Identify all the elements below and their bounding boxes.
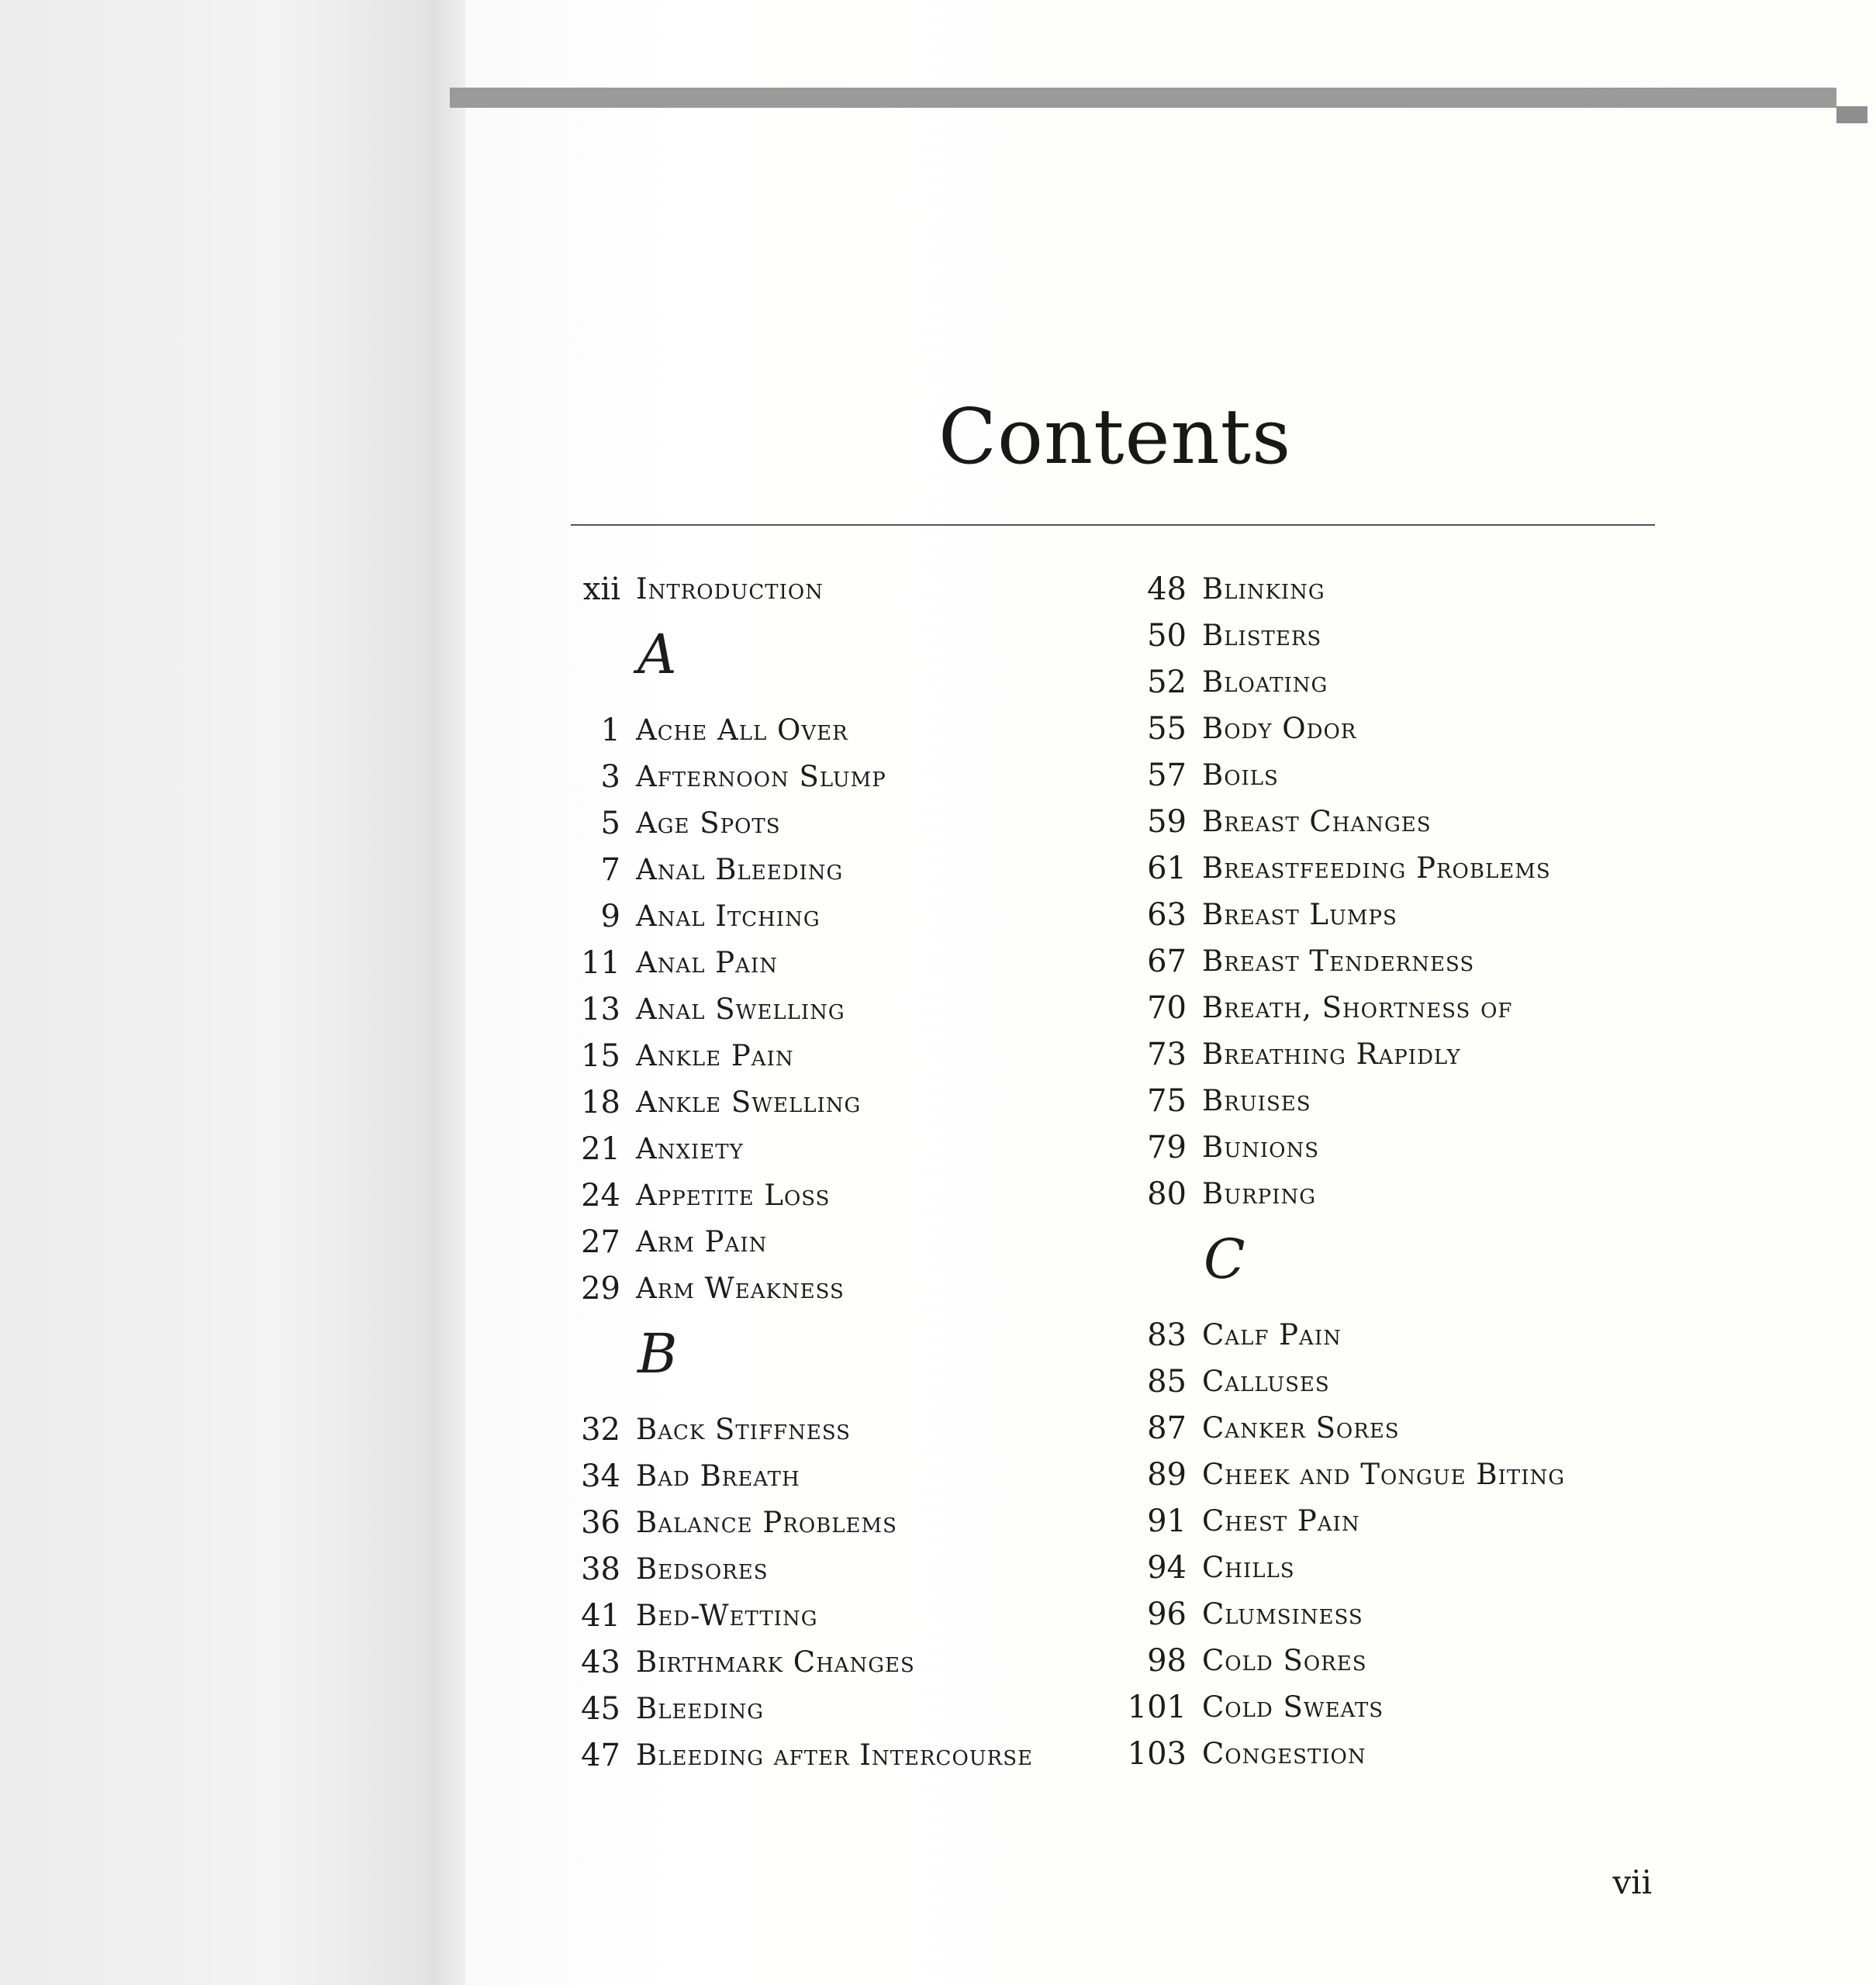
left-page-blank (0, 0, 458, 1985)
toc-entry-label: Chills (1202, 1551, 1295, 1584)
toc-entry-label: Anxiety (636, 1132, 744, 1165)
toc-entry-label: Body Odor (1202, 712, 1357, 745)
toc-entry-label: Boils (1202, 758, 1279, 792)
toc-page-number: 70 (1147, 990, 1187, 1026)
toc-entry-label: Canker Sores (1202, 1411, 1400, 1445)
toc-page-number: 36 (581, 1505, 620, 1541)
toc-page-number: 83 (1147, 1317, 1187, 1353)
section-letter: A (637, 623, 677, 686)
toc-page-number: 94 (1147, 1550, 1187, 1586)
toc-page-number: 79 (1147, 1130, 1187, 1165)
toc-entry-label: Congestion (1202, 1737, 1366, 1770)
toc-entry-label: Breathing Rapidly (1202, 1037, 1461, 1071)
toc-entry-label: Back Stiffness (636, 1413, 851, 1446)
toc-page-number: 67 (1147, 944, 1187, 979)
toc-entry-label: Age Spots (636, 806, 781, 840)
toc-page-number: 15 (581, 1038, 620, 1074)
toc-page-number: 21 (581, 1131, 620, 1167)
toc-page-number: 24 (581, 1178, 620, 1213)
toc-page-number: 98 (1147, 1643, 1187, 1679)
toc-page-number: 50 (1147, 618, 1187, 654)
toc-page-number: 80 (1147, 1176, 1187, 1212)
header-gray-band (450, 88, 1836, 108)
toc-entry-label: Breastfeeding Problems (1202, 851, 1551, 885)
toc-entry-label: Calf Pain (1202, 1318, 1342, 1352)
toc-page-number: 27 (581, 1224, 620, 1260)
toc-page-number: 1 (600, 713, 620, 748)
toc-page-number: 13 (581, 992, 620, 1027)
toc-entry-label: Breast Tenderness (1202, 944, 1475, 978)
toc-entry-label: Birthmark Changes (636, 1645, 915, 1679)
toc-page-number: 55 (1147, 711, 1187, 747)
toc-entry-label: Bedsores (636, 1552, 769, 1586)
toc-entry-label: Ache All Over (636, 713, 848, 747)
toc-page-number: 43 (581, 1645, 620, 1680)
section-letter: B (637, 1322, 678, 1386)
toc-entry-label: Breath, Shortness of (1202, 991, 1513, 1024)
toc-entry-label: Bed-Wetting (636, 1599, 818, 1632)
toc-entry-label: Calluses (1202, 1365, 1330, 1398)
toc-entry-label: Arm Weakness (636, 1272, 845, 1305)
toc-entry-label: Bleeding (636, 1692, 765, 1725)
toc-entry-label: Anal Itching (636, 899, 821, 933)
toc-page-number: 48 (1147, 571, 1187, 607)
toc-page-number: 32 (581, 1412, 620, 1448)
toc-entry-label: Balance Problems (636, 1506, 897, 1539)
toc-page-number: 38 (581, 1552, 620, 1587)
toc-page-number: 87 (1147, 1410, 1187, 1446)
toc-page-number: 57 (1147, 758, 1187, 793)
toc-entry-label: Breast Changes (1202, 805, 1432, 838)
toc-entry-label: Breast Lumps (1202, 898, 1397, 931)
toc-page-number: 103 (1127, 1736, 1187, 1772)
toc-entry-label: Ankle Pain (636, 1039, 794, 1072)
toc-page-number: 91 (1147, 1503, 1187, 1539)
toc-page-number: 75 (1147, 1083, 1187, 1119)
toc-entry-label: Clumsiness (1202, 1597, 1363, 1631)
toc-page-number: 59 (1147, 804, 1187, 840)
toc-entry-label: Bunions (1202, 1131, 1319, 1164)
toc-entry-label: Afternoon Slump (636, 760, 886, 793)
toc-page-number: 47 (581, 1738, 620, 1773)
toc-page-number: 5 (600, 806, 620, 841)
toc-page-number: 63 (1147, 897, 1187, 933)
toc-page-number: xii (582, 571, 620, 607)
toc-entry-label: Anal Pain (636, 946, 778, 979)
toc-entry-label: Burping (1202, 1177, 1316, 1210)
toc-entry-label: Cold Sweats (1202, 1690, 1384, 1724)
toc-entry-label: Blinking (1202, 572, 1325, 606)
toc-page-number: 34 (581, 1459, 620, 1494)
toc-entry-label: Appetite Loss (636, 1179, 831, 1212)
toc-page-number: 73 (1147, 1037, 1187, 1072)
toc-page-number: 89 (1147, 1457, 1187, 1493)
toc-entry-label: Ankle Swelling (636, 1086, 862, 1119)
toc-page-number: 7 (600, 852, 620, 888)
page-number: vii (1612, 1863, 1652, 1901)
toc-page-number: 96 (1147, 1597, 1187, 1632)
toc-page-number: 52 (1147, 665, 1187, 700)
toc-entry-label: Anal Swelling (636, 992, 845, 1026)
toc-page-number: 101 (1127, 1690, 1187, 1725)
title-rule (571, 524, 1655, 526)
toc-entry-label: Chest Pain (1202, 1504, 1360, 1538)
toc-entry-label: Introduction (636, 572, 824, 606)
toc-page-number: 45 (581, 1691, 620, 1727)
page-title: Contents (938, 393, 1292, 482)
toc-entry-label: Cheek and Tongue Biting (1202, 1458, 1566, 1491)
header-gray-band-tab (1836, 106, 1867, 123)
toc-page-number: 9 (600, 899, 620, 934)
toc-page-number: 41 (581, 1598, 620, 1634)
toc-entry-label: Blisters (1202, 619, 1322, 652)
toc-entry-label: Arm Pain (636, 1225, 768, 1258)
toc-page-number: 11 (581, 945, 620, 981)
toc-entry-label: Bad Breath (636, 1459, 800, 1493)
toc-page-number: 29 (581, 1271, 620, 1307)
toc-entry-label: Bloating (1202, 665, 1328, 699)
toc-entry-label: Anal Bleeding (636, 853, 844, 886)
toc-entry-label: Cold Sores (1202, 1644, 1367, 1677)
toc-page-number: 85 (1147, 1364, 1187, 1400)
toc-page-number: 3 (600, 759, 620, 795)
toc-page-number: 18 (581, 1085, 620, 1120)
toc-entry-label: Bleeding after Intercourse (636, 1738, 1034, 1772)
toc-entry-label: Bruises (1202, 1084, 1311, 1117)
toc-page-number: 61 (1147, 851, 1187, 886)
section-letter: C (1204, 1227, 1245, 1291)
